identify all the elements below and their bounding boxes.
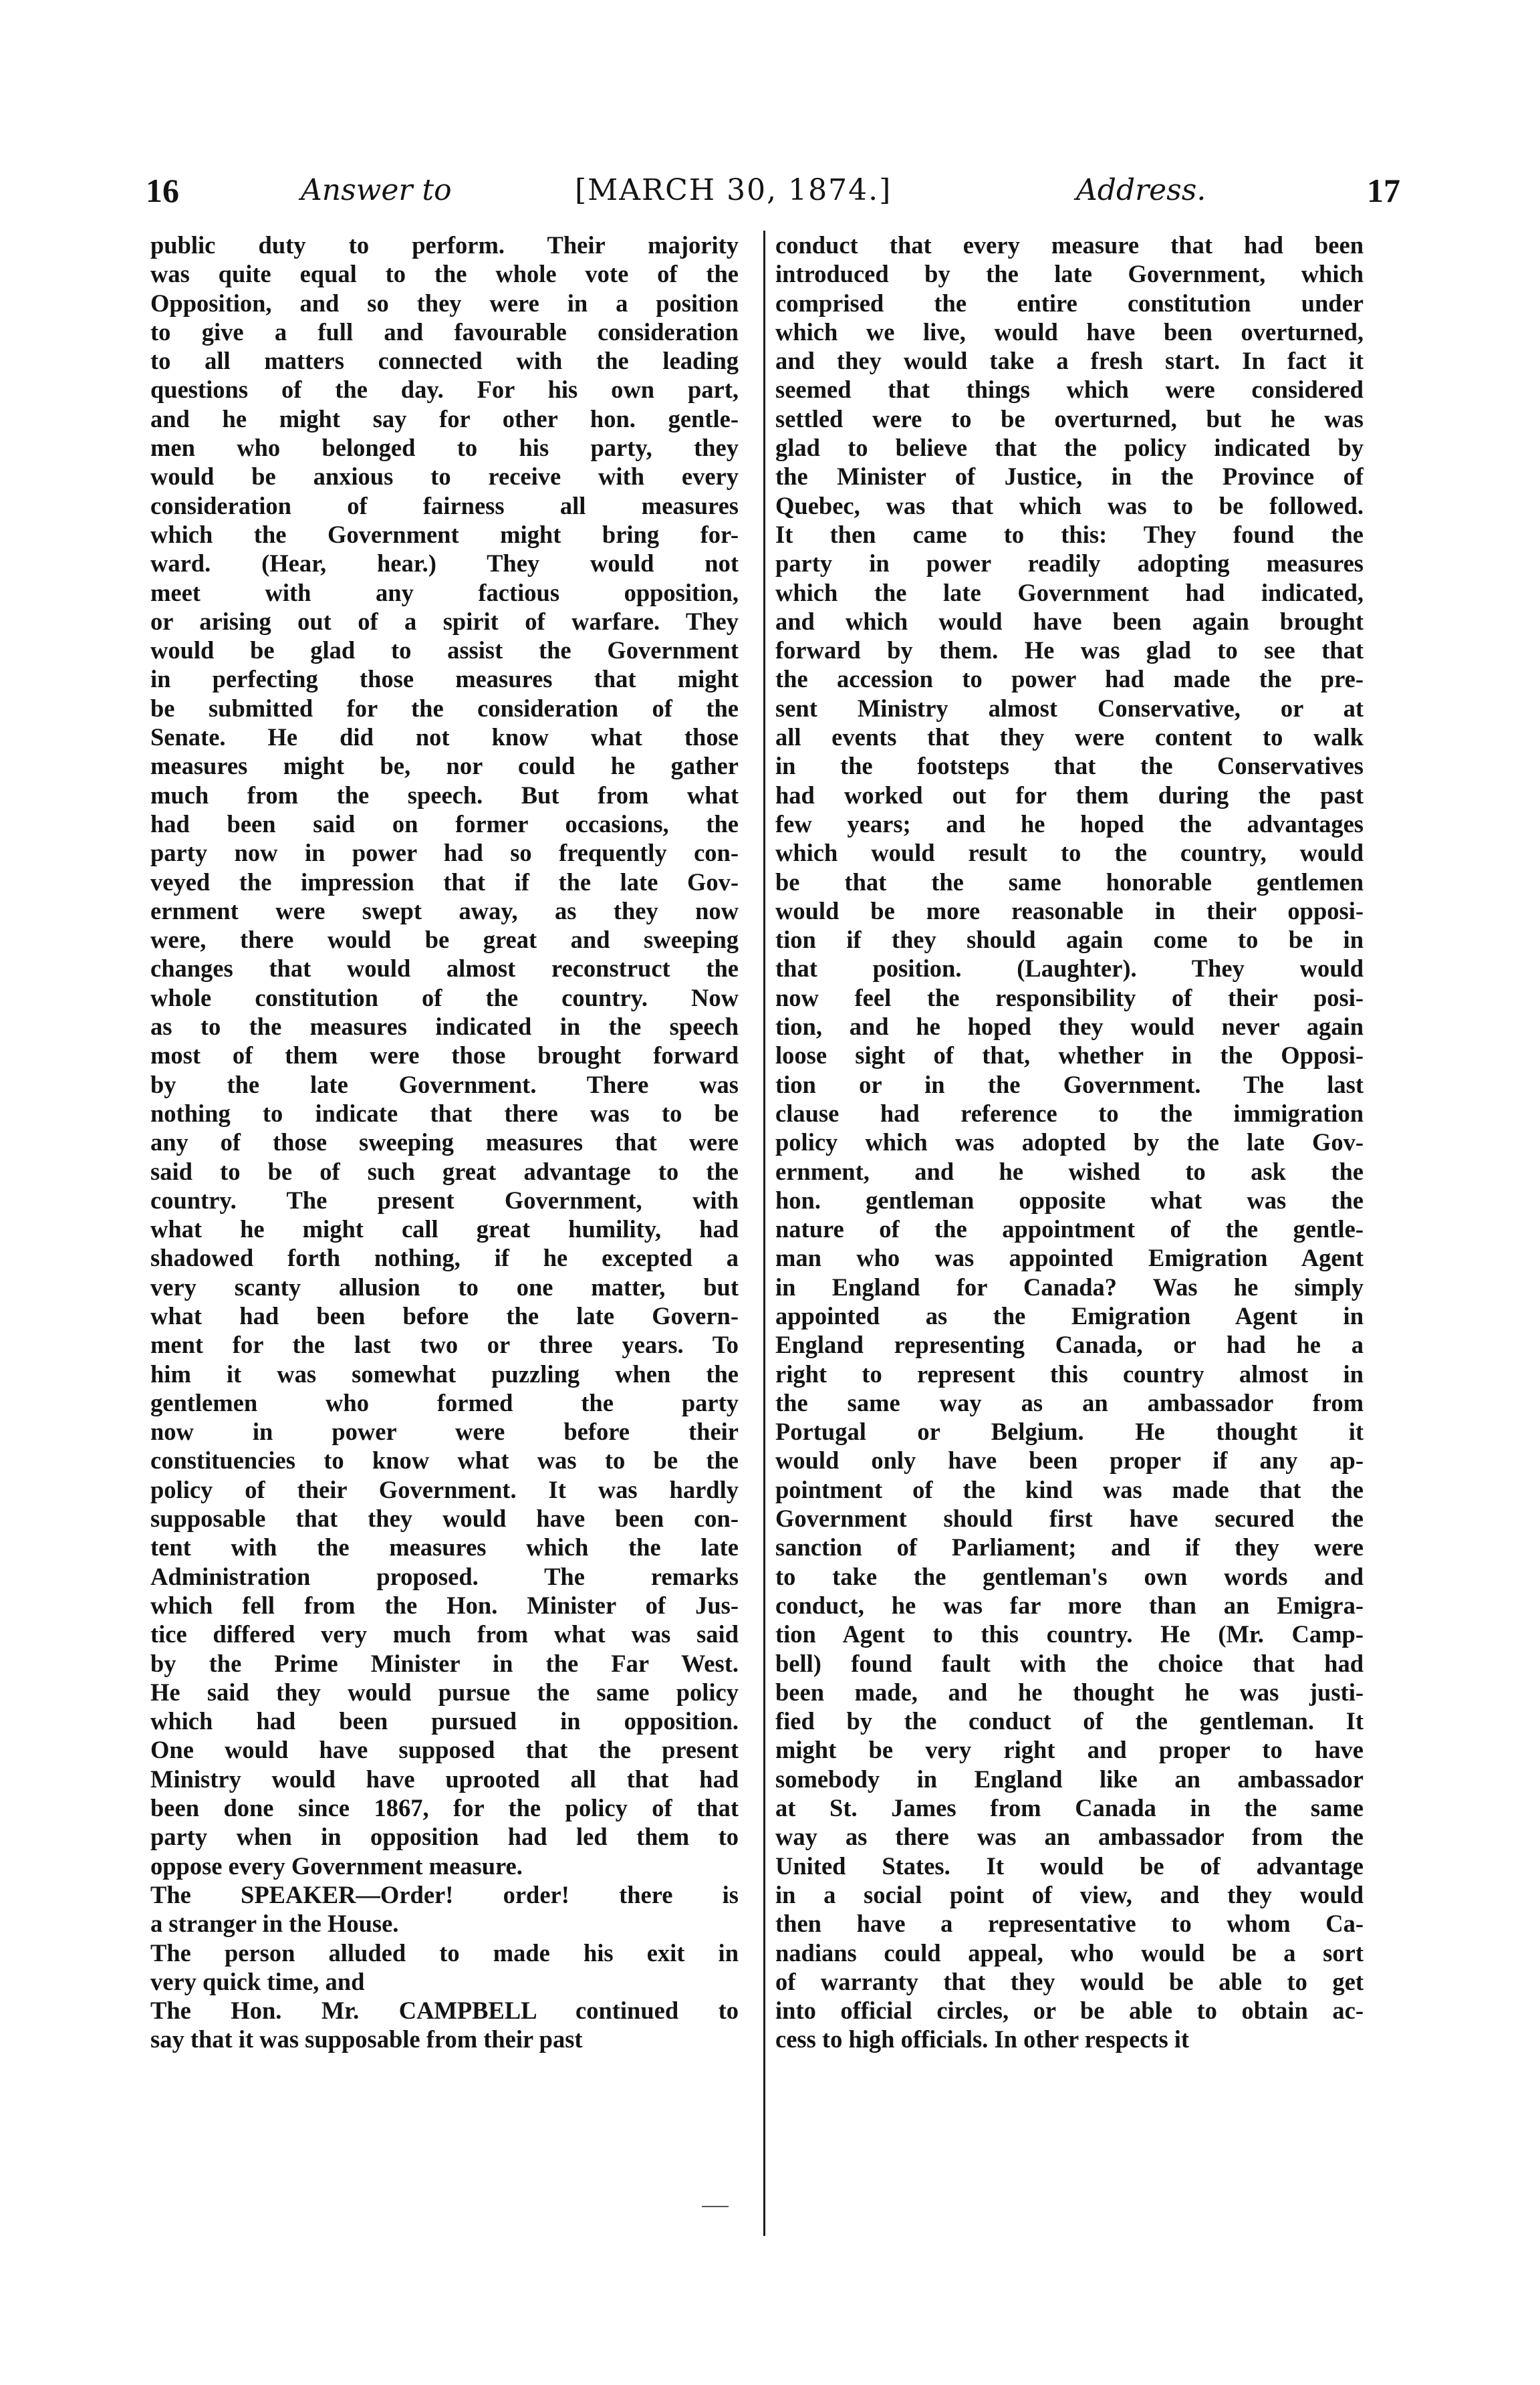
text-line: oppose every Government measure.	[150, 1852, 523, 1880]
right-column	[775, 231, 1364, 2054]
text-line: consideration of fairness all measures	[150, 491, 739, 519]
text-line: shadowed forth nothing, if he excepted a	[150, 1244, 739, 1272]
text-line: party now in power had so frequently con-	[150, 839, 739, 867]
text-line: conduct that every measure that had been	[775, 231, 1364, 259]
page-number-right: 17	[1367, 172, 1400, 209]
text-line: public duty to perform. Their majority	[150, 231, 739, 259]
text-line: much from the speech. But from what	[150, 781, 739, 809]
text-line: ernment were swept away, as they now	[150, 896, 739, 924]
text-line: Ministry would have uprooted all that had	[150, 1765, 739, 1793]
text-line: the same way as an ambassador from	[775, 1388, 1364, 1416]
text-line: would only have been proper if any ap-	[775, 1447, 1364, 1475]
text-line: way as there was an ambassador from the	[775, 1823, 1364, 1851]
text-line: party when in opposition had led them to	[150, 1823, 739, 1851]
text-line: Administration proposed. The remarks	[150, 1562, 739, 1590]
text-line: forward by them. He was glad to see that	[775, 636, 1364, 664]
header-date: [MARCH 30, 1874.]	[575, 173, 892, 207]
text-line: been made, and he thought he was justi-	[775, 1678, 1364, 1706]
text-line: in perfecting those measures that might	[150, 665, 739, 693]
text-line: He said they would pursue the same policy	[150, 1678, 739, 1706]
text-line: very quick time, and	[150, 1967, 365, 1995]
left-column	[150, 231, 739, 2054]
text-line: or arising out of a spirit of warfare. They	[150, 607, 739, 635]
text-line: nature of the appointment of the gentle-	[775, 1215, 1364, 1243]
text-line: country. The present Government, with	[150, 1186, 739, 1214]
text-line: bell) found fault with the choice that had	[775, 1649, 1364, 1677]
text-line: would be glad to assist the Government	[150, 636, 739, 664]
text-line: the accession to power had made the pre-	[775, 665, 1364, 693]
text-line: had been said on former occasions, the	[150, 809, 739, 838]
text-line: would be anxious to receive with every	[150, 463, 739, 491]
text-line: policy of their Government. It was hardly	[150, 1475, 739, 1503]
text-line: tion, and he hoped they would never again	[775, 1013, 1364, 1041]
text-line: very scanty allusion to one matter, but	[150, 1273, 739, 1301]
text-line: changes that would almost reconstruct the	[150, 955, 739, 983]
text-line: pointment of the kind was made that the	[775, 1475, 1364, 1503]
text-line: by the Prime Minister in the Far West.	[150, 1649, 739, 1677]
text-line: Opposition, and so they were in a position	[150, 289, 739, 317]
text-line: any of those sweeping measures that were	[150, 1128, 739, 1156]
text-line: be that the same honorable gentlemen	[775, 868, 1364, 896]
running-header	[134, 167, 1406, 214]
text-line: The SPEAKER—Order! order! there is	[150, 1880, 739, 1908]
running-title-left: Answer to	[301, 173, 452, 207]
text-line: then have a representative to whom Ca-	[775, 1910, 1364, 1938]
text-line: introduced by the late Government, which	[775, 260, 1364, 288]
text-line: the Minister of Justice, in the Province of	[775, 463, 1364, 491]
text-line: United States. It would be of advantage	[775, 1852, 1364, 1880]
text-line: that position. (Laughter). They would	[775, 955, 1364, 983]
text-line: tion Agent to this country. He (Mr. Camp-	[775, 1620, 1364, 1648]
text-line: say that it was supposable from their past	[150, 2025, 583, 2053]
text-line: in England for Canada? Was he simply	[775, 1273, 1364, 1301]
text-line: which had been pursued in opposition.	[150, 1707, 739, 1735]
text-line: nothing to indicate that there was to be	[150, 1099, 739, 1127]
page-number-left: 16	[146, 172, 179, 209]
text-line: whole constitution of the country. Now	[150, 983, 739, 1011]
text-line: would be more reasonable in their opposi-	[775, 896, 1364, 924]
text-line: hon. gentleman opposite what was the	[775, 1186, 1364, 1214]
text-line: which the Government might bring for-	[150, 520, 739, 548]
text-line: which the late Government had indicated,	[775, 578, 1364, 606]
text-line: him it was somewhat puzzling when the	[150, 1360, 739, 1388]
text-line: and he might say for other hon. gentle-	[150, 404, 739, 432]
text-line: sent Ministry almost Conservative, or at	[775, 694, 1364, 722]
text-line: to give a full and favourable consideration	[150, 318, 739, 346]
text-line: loose sight of that, whether in the Opposi-	[775, 1041, 1364, 1070]
text-line: what had been before the late Govern-	[150, 1301, 739, 1330]
text-line: appointed as the Emigration Agent in	[775, 1301, 1364, 1330]
text-line: right to represent this country almost in	[775, 1360, 1364, 1388]
column-divider	[763, 231, 765, 2236]
text-line: now feel the responsibility of their posi-	[775, 983, 1364, 1011]
text-line: The Hon. Mr. CAMPBELL continued to	[150, 1997, 739, 2025]
text-line: which fell from the Hon. Minister of Jus-	[150, 1591, 739, 1619]
text-line: what he might call great humility, had	[150, 1215, 739, 1243]
text-line: party in power readily adopting measures	[775, 549, 1364, 578]
text-line: comprised the entire constitution under	[775, 289, 1364, 317]
text-line: settled were to be overturned, but he was	[775, 404, 1364, 432]
text-line: ernment, and he wished to ask the	[775, 1157, 1364, 1185]
text-line: Senate. He did not know what those	[150, 723, 739, 751]
text-line: and they would take a fresh start. In fact it	[775, 347, 1364, 375]
text-line: supposable that they would have been con-	[150, 1505, 739, 1533]
text-line: men who belonged to his party, they	[150, 434, 739, 462]
text-line: measures might be, nor could he gather	[150, 752, 739, 780]
text-line: and which would have been again brought	[775, 607, 1364, 635]
text-line: in the footsteps that the Conservatives	[775, 752, 1364, 780]
text-line: fied by the conduct of the gentleman. It	[775, 1707, 1364, 1735]
text-line: into official circles, or be able to obtain ac-	[775, 1997, 1364, 2025]
text-line: ward. (Hear, hear.) They would not	[150, 549, 739, 578]
text-line: conduct, he was far more than an Emigra-	[775, 1591, 1364, 1619]
text-line: Portugal or Belgium. He thought it	[775, 1418, 1364, 1446]
text-line: man who was appointed Emigration Agent	[775, 1244, 1364, 1272]
printer-mark	[702, 2206, 729, 2210]
text-line: Quebec, was that which was to be followed.	[775, 491, 1364, 519]
text-line: which would result to the country, would	[775, 839, 1364, 867]
text-line: questions of the day. For his own part,	[150, 376, 739, 404]
text-line: to take the gentleman's own words and	[775, 1562, 1364, 1590]
text-line: England representing Canada, or had he a	[775, 1331, 1364, 1359]
text-line: meet with any factious opposition,	[150, 578, 739, 606]
text-line: tice differed very much from what was said	[150, 1620, 739, 1648]
text-line: of warranty that they would be able to get	[775, 1967, 1364, 1995]
text-line: be submitted for the consideration of the	[150, 694, 739, 722]
text-line: at St. James from Canada in the same	[775, 1794, 1364, 1822]
text-line: few years; and he hoped the advantages	[775, 809, 1364, 838]
text-line: had worked out for them during the past	[775, 781, 1364, 809]
text-line: which we live, would have been overturned,	[775, 318, 1364, 346]
text-line: now in power were before their	[150, 1418, 739, 1446]
text-line: One would have supposed that the present	[150, 1736, 739, 1764]
text-line: veyed the impression that if the late Gov-	[150, 868, 739, 896]
text-line: to all matters connected with the leading	[150, 347, 739, 375]
text-line: tion or in the Government. The last	[775, 1070, 1364, 1098]
text-line: in a social point of view, and they would	[775, 1880, 1364, 1908]
text-line: tion if they should again come to be in	[775, 926, 1364, 954]
text-line: cess to high officials. In other respects it	[775, 2025, 1190, 2053]
text-line: gentlemen who formed the party	[150, 1388, 739, 1416]
text-line: somebody in England like an ambassador	[775, 1765, 1364, 1793]
text-line: might be very right and proper to have	[775, 1736, 1364, 1764]
text-line: been done since 1867, for the policy of that	[150, 1794, 739, 1822]
text-line: was quite equal to the whole vote of the	[150, 260, 739, 288]
text-line: constituencies to know what was to be the	[150, 1447, 739, 1475]
text-line: The person alluded to made his exit in	[150, 1938, 739, 1967]
text-line: policy which was adopted by the late Gov-	[775, 1128, 1364, 1156]
text-line: Government should first have secured the	[775, 1505, 1364, 1533]
text-line: ment for the last two or three years. To	[150, 1331, 739, 1359]
text-line: glad to believe that the policy indicated by	[775, 434, 1364, 462]
text-line: It then came to this: They found the	[775, 520, 1364, 548]
text-line: by the late Government. There was	[150, 1070, 739, 1098]
text-line: all events that they were content to walk	[775, 723, 1364, 751]
text-line: seemed that things which were considered	[775, 376, 1364, 404]
text-line: tent with the measures which the late	[150, 1533, 739, 1561]
text-line: most of them were those brought forward	[150, 1041, 739, 1070]
text-line: as to the measures indicated in the speech	[150, 1013, 739, 1041]
text-line: sanction of Parliament; and if they were	[775, 1533, 1364, 1561]
running-title-right: Address.	[1076, 173, 1206, 207]
text-line: a stranger in the House.	[150, 1910, 399, 1938]
text-line: clause had reference to the immigration	[775, 1099, 1364, 1127]
text-line: said to be of such great advantage to the	[150, 1157, 739, 1185]
text-line: nadians could appeal, who would be a sort	[775, 1938, 1364, 1967]
text-line: were, there would be great and sweeping	[150, 926, 739, 954]
